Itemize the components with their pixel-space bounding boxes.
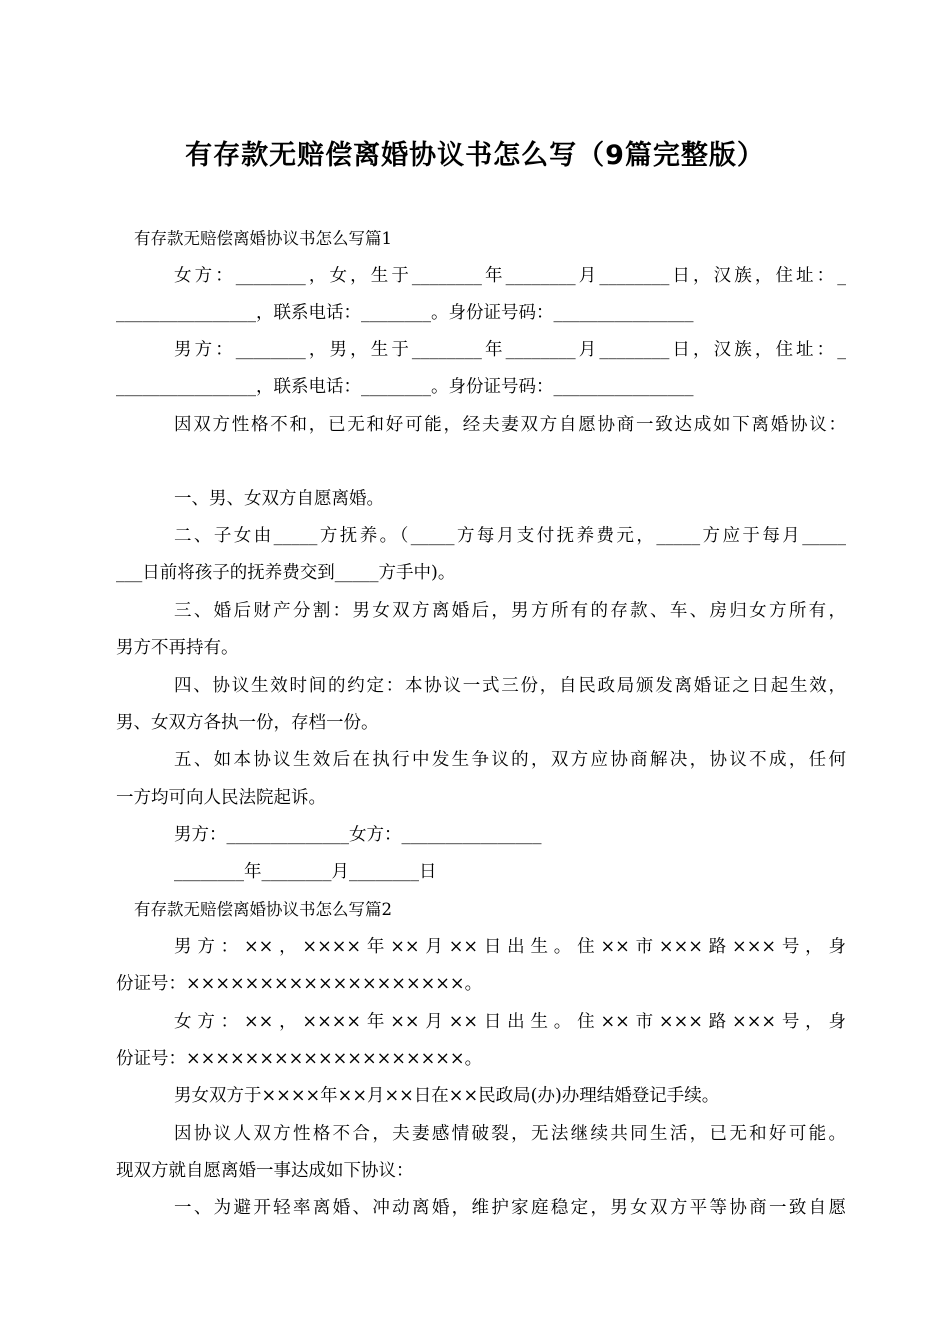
date-line: ________年________月________日 (174, 862, 437, 882)
paragraph-line: 一方均可向人民法院起诉。 (116, 788, 326, 808)
paragraph-line: 现双方就自愿离婚一事达成如下协议： (116, 1161, 414, 1181)
paragraph-line: 因协议人双方性格不合，夫妻感情破裂，无法继续共同生活，已无和好可能。 (174, 1124, 846, 1144)
paragraph-line: 男方不再持有。 (116, 638, 239, 658)
paragraph-line: ___日前将孩子的抚养费交到_____方手中)。 (116, 563, 456, 583)
paragraph-line: 五、如本协议生效后在执行中发生争议的，双方应协商解决，协议不成，任何 (174, 750, 846, 770)
paragraph-line: 一、为避开轻率离婚、冲动离婚，维护家庭稳定，男女双方平等协商一致自愿 (174, 1198, 846, 1218)
paragraph-line: 四、协议生效时间的约定：本协议一式三份，自民政局颁发离婚证之日起生效， (174, 676, 846, 696)
section-heading-2: 有存款无赔偿离婚协议书怎么写篇2 (134, 900, 392, 919)
document-title: 有存款无赔偿离婚协议书怎么写（9篇完整版） (185, 140, 765, 171)
paragraph-line: 二、子女由_____方抚养。（_____方每月支付抚养费元，_____方应于每月_____ (174, 526, 846, 546)
paragraph-line: 男女双方于××××年××月××日在××民政局(办)办理结婚登记手续。 (174, 1086, 720, 1106)
paragraph-line: 女方：××，××××年××月××日出生。住××市×××路×××号，身 (174, 1012, 846, 1032)
paragraph-line: 份证号：×××××××××××××××××××。 (116, 1049, 483, 1069)
paragraph-line: 因双方性格不和，已无和好可能，经夫妻双方自愿协商一致达成如下离婚协议： (174, 415, 846, 435)
paragraph-line: 一、男、女双方自愿离婚。 (174, 489, 384, 509)
paragraph-line: ________________，联系电话：________。身份证号码：________________ (116, 377, 694, 397)
paragraph-line: ________________，联系电话：________。身份证号码：________________ (116, 303, 694, 323)
paragraph-line: 男、女双方各执一份，存档一份。 (116, 713, 379, 733)
signature-line: 男方：______________女方：________________ (174, 825, 542, 845)
paragraph-line: 男方：________，男，生于________年________月________日，汉族，住址：_ (174, 340, 846, 360)
paragraph-line: 男方：××，××××年××月××日出生。住××市×××路×××号，身 (174, 937, 846, 957)
paragraph-line: 三、婚后财产分割：男女双方离婚后，男方所有的存款、车、房归女方所有， (174, 601, 846, 621)
paragraph-line: 女方：________，女，生于________年________月________日，汉族，住址：_ (174, 266, 846, 286)
paragraph-line: 份证号：×××××××××××××××××××。 (116, 974, 483, 994)
section-heading-1: 有存款无赔偿离婚协议书怎么写篇1 (134, 229, 392, 248)
